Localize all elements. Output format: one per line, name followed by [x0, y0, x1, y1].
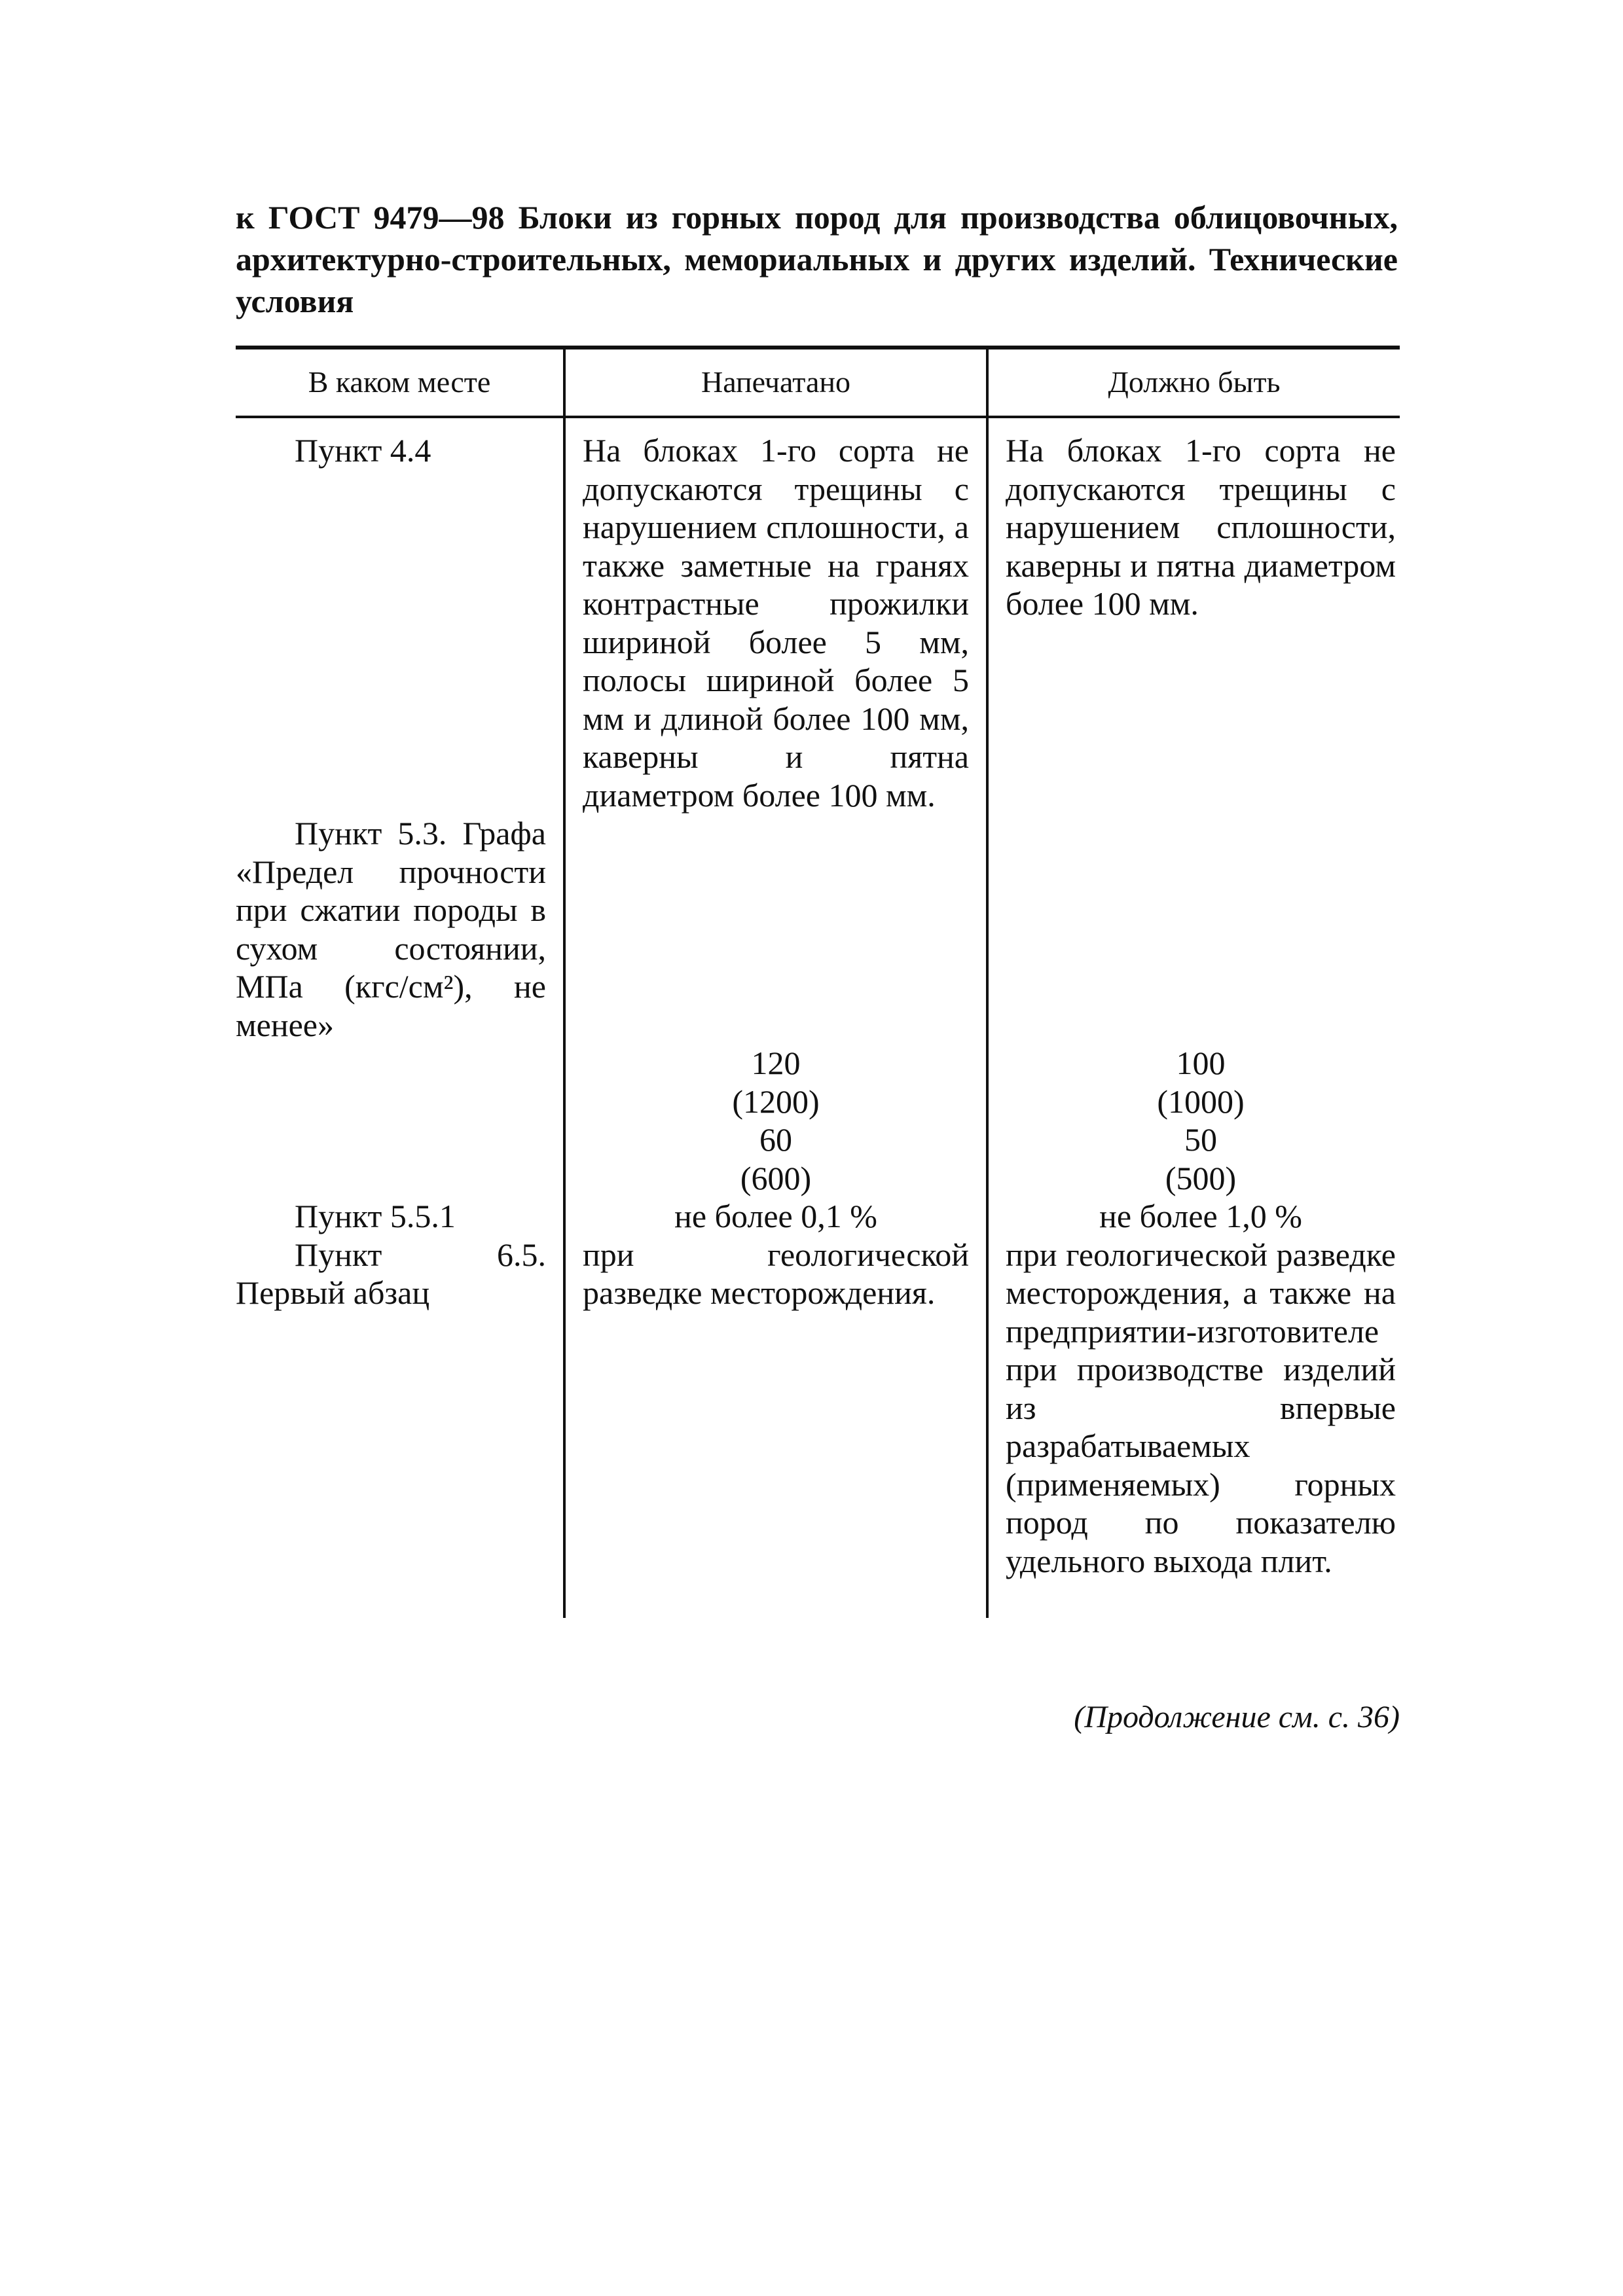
row-2-should-be-value: (500)	[1165, 1159, 1237, 1196]
row-4-place-cell	[236, 1236, 564, 1619]
row-2-printed-cell	[564, 814, 987, 1197]
header-place: В каком месте	[236, 348, 564, 417]
row-2-should-be-value: 100	[1176, 1045, 1226, 1081]
row-3-should-be-cell	[987, 1197, 1400, 1236]
row-2-printed-value: 60	[759, 1121, 792, 1158]
continued-note: (Продолжение см. с. 36)	[1074, 1700, 1400, 1734]
row-2-should-be-value: 50	[1184, 1121, 1217, 1158]
row-4-should-be-cell	[987, 1236, 1400, 1619]
row-4-place: Пункт 6.5. Первый абзац	[236, 1236, 546, 1311]
row-2-place: Пункт 5.3. Графа «Предел прочности при сжатии породы в сухом состоянии, МПа (кгс/см²), не менее»	[236, 815, 546, 1043]
row-4-printed: при геологической разведке месторождения.	[583, 1236, 969, 1311]
row-2-should-be-spacer	[1006, 814, 1396, 1044]
table-row	[236, 1197, 1400, 1236]
row-1-place-cell	[236, 417, 564, 814]
row-2-printed-value: 120	[751, 1045, 801, 1081]
row-3-printed-cell	[564, 1197, 987, 1236]
row-2-printed-value: (600)	[740, 1159, 812, 1196]
row-1-should-be: На блоках 1-го сорта не допускаются трещины с нарушением сплошности, каверны и пятна диаметром более 100 мм.	[1006, 432, 1396, 622]
corrections-table-wrapper	[236, 346, 1400, 1618]
row-1-printed: На блоках 1-го сорта не допускаются трещины с нарушением сплошности, а также заметные на гранях контрастные прожилки шириной более 5 мм, полосы шириной более 5 мм и длиной более 100 мм, каверны и пятна диаметром более 100 мм.	[583, 432, 969, 814]
header-printed: Напечатано	[564, 348, 987, 417]
row-3-place-cell	[236, 1197, 564, 1236]
row-3-should-be: не более 1,0 %	[1099, 1198, 1302, 1234]
header-should-be: Должно быть	[987, 348, 1400, 417]
row-2-place-cell	[236, 814, 564, 1197]
row-2-should-be-value: (1000)	[1157, 1083, 1245, 1120]
row-2-printed-spacer	[583, 814, 969, 1044]
document-title: к ГОСТ 9479—98 Блоки из горных пород для производства облицовочных, архитектурно-строительных, мемориальных и других изделий. Технические условия	[236, 199, 1398, 319]
row-2-should-be-cell	[987, 814, 1400, 1197]
row-1-printed-cell	[564, 417, 987, 814]
row-3-place: Пункт 5.5.1	[295, 1198, 456, 1234]
table-row	[236, 417, 1400, 814]
row-2-printed-value: (1200)	[732, 1083, 820, 1120]
row-1-place: Пункт 4.4	[295, 432, 431, 469]
table-row	[236, 1236, 1400, 1619]
corrections-table	[236, 346, 1400, 1618]
table-header-row	[236, 348, 1400, 417]
table-row	[236, 814, 1400, 1197]
row-4-should-be: при геологической разведке месторождения, а также на предприятии-изготовителе при производстве изделий из впервые разрабатываемых (применяемых) горных пород по показателю удельного выхода плит.	[1006, 1236, 1396, 1579]
row-4-printed-cell	[564, 1236, 987, 1619]
row-1-should-be-cell	[987, 417, 1400, 814]
row-3-printed: не более 0,1 %	[674, 1198, 877, 1234]
